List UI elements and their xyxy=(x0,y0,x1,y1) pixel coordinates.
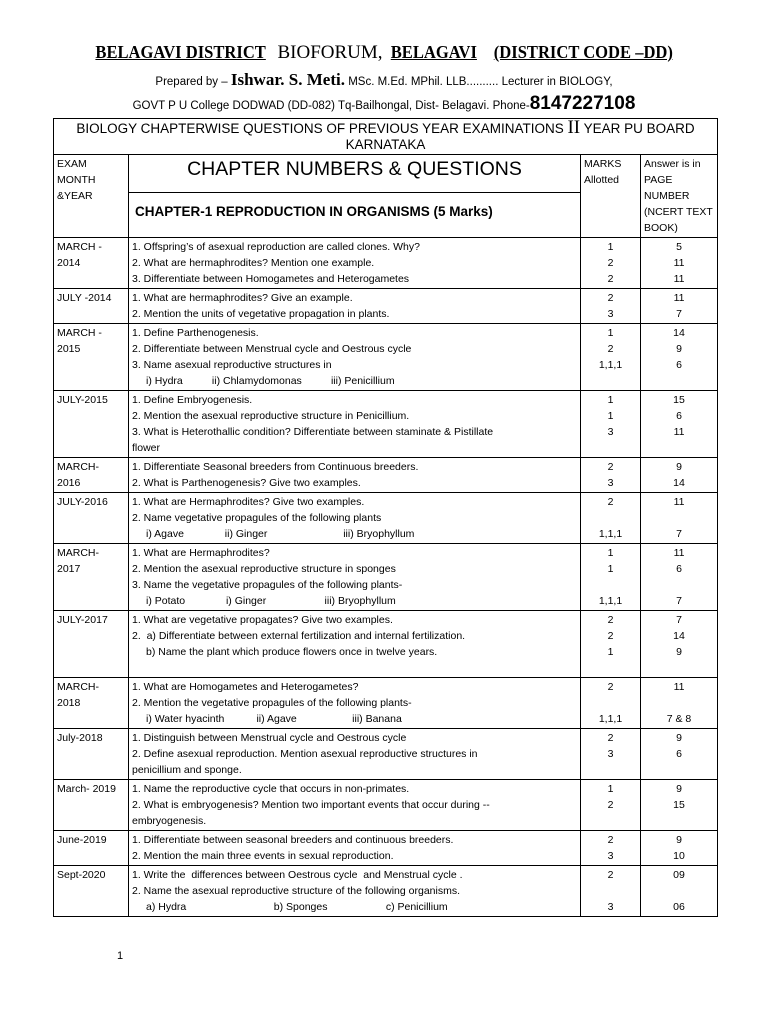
page-value: 11 xyxy=(673,547,685,559)
chapter-subtitle: CHAPTER-1 REPRODUCTION IN ORGANISMS (5 Marks) xyxy=(135,204,493,219)
marks-cell xyxy=(581,831,641,866)
exam-cell: MARCH- 2017 xyxy=(54,544,129,611)
exam-cell: JULY-2015 xyxy=(54,391,129,458)
marks-value xyxy=(584,695,637,711)
question-line: 3. Name the vegetative propagules of the following plants- xyxy=(132,579,403,591)
questions-cell xyxy=(129,391,581,458)
chapter-header-title: CHAPTER NUMBERS & QUESTIONS xyxy=(129,155,580,193)
table-row xyxy=(54,544,718,611)
table-row xyxy=(54,238,718,289)
marks-value: 2 xyxy=(607,461,614,473)
questions-cell xyxy=(129,458,581,493)
table-row xyxy=(54,458,718,493)
answer-page-cell xyxy=(641,458,718,493)
marks-value: 2 xyxy=(607,630,614,642)
question-line: 1. Differentiate between seasonal breeders and continuous breeders. xyxy=(132,834,454,846)
page-value: 9 xyxy=(676,834,682,846)
answer-page-cell xyxy=(641,729,718,780)
question-line: i) Potato i) Ginger iii) Bryophyllum xyxy=(146,595,396,607)
questions-cell xyxy=(129,611,581,678)
district-code: (DISTRICT CODE –DD) xyxy=(493,42,673,62)
marks-cell xyxy=(581,678,641,729)
question-line: b) Name the plant which produce flowers once in twelve years. xyxy=(146,646,438,658)
page-value xyxy=(644,883,714,899)
marks-value: 3 xyxy=(607,748,614,760)
questions-cell xyxy=(129,544,581,611)
marks-value: 2 xyxy=(607,834,614,846)
question-line: 1. Name the reproductive cycle that occurs in non-primates. xyxy=(132,783,410,795)
marks-value: 1 xyxy=(607,783,614,795)
table-row xyxy=(54,493,718,544)
questions-cell xyxy=(129,780,581,831)
marks-cell xyxy=(581,391,641,458)
page-value: 11 xyxy=(673,426,685,438)
page-value xyxy=(644,577,714,593)
exam-cell: JULY-2017 xyxy=(54,611,129,678)
questions-cell xyxy=(129,678,581,729)
question-line: 2. Mention the asexual reproductive structure in sponges xyxy=(132,563,396,575)
phone-number: 8147227108 xyxy=(529,93,636,114)
marks-value: 1 xyxy=(607,547,614,559)
table-row xyxy=(54,324,718,391)
question-line: 2. What is embryogenesis? Mention two important events that occur during -- xyxy=(132,799,490,811)
bioforum-label: BIOFORUM, xyxy=(277,42,383,63)
marks-value: 2 xyxy=(607,343,614,355)
exam-cell: JULY-2016 xyxy=(54,493,129,544)
marks-cell xyxy=(581,866,641,917)
marks-value: 1 xyxy=(607,563,614,575)
marks-value: 3 xyxy=(607,850,614,862)
question-line: a) Hydra b) Sponges c) Penicillium xyxy=(146,901,448,913)
marks-value: 1 xyxy=(607,394,614,406)
page-value: 11 xyxy=(673,496,685,508)
question-line: 1. Offspring’s of asexual reproduction are called clones. Why? xyxy=(132,241,420,253)
author-name: Ishwar. S. Meti. xyxy=(230,70,345,89)
marks-cell xyxy=(581,780,641,831)
marks-value xyxy=(584,510,637,526)
college-line xyxy=(0,93,768,115)
marks-cell xyxy=(581,544,641,611)
question-line xyxy=(132,660,577,676)
marks-value: 2 xyxy=(607,614,614,626)
page-value: 9 xyxy=(676,783,682,795)
question-line: 1. Define Embryogenesis. xyxy=(132,394,253,406)
page-value xyxy=(644,762,714,778)
page-value xyxy=(644,660,714,676)
district-label: BELAGAVI DISTRICT xyxy=(94,42,266,62)
question-line: 2. What is Parthenogenesis? Give two examples. xyxy=(132,477,361,489)
questions-cell xyxy=(129,729,581,780)
marks-value: 1 xyxy=(607,646,614,658)
marks-value xyxy=(584,883,637,899)
marks-value: 1,1,1 xyxy=(598,595,623,607)
answer-page-cell xyxy=(641,324,718,391)
marks-value xyxy=(584,577,637,593)
exam-cell: MARCH - 2015 xyxy=(54,324,129,391)
page-value: 9 xyxy=(676,646,682,658)
answer-page-cell xyxy=(641,238,718,289)
marks-value: 2 xyxy=(607,681,614,693)
marks-value: 1,1,1 xyxy=(598,713,623,725)
page-value: 7 xyxy=(676,595,682,607)
page-value: 9 xyxy=(676,343,682,355)
answer-column-header: Answer is in PAGE NUMBER (NCERT TEXT BOOK) xyxy=(641,155,718,238)
table-row xyxy=(54,831,718,866)
question-line: 1. What are Hermaphrodites? Give two examples. xyxy=(132,496,365,508)
page-value: 10 xyxy=(673,850,685,862)
answer-page-cell xyxy=(641,391,718,458)
answer-page-cell xyxy=(641,493,718,544)
marks-value xyxy=(584,762,637,778)
page-value xyxy=(644,373,714,389)
questions-cell xyxy=(129,289,581,324)
table-title: BIOLOGY CHAPTERWISE QUESTIONS OF PREVIOUS YEAR EXAMINATIONS II YEAR PU BOARD KARNATAKA xyxy=(54,119,718,155)
page-value: 11 xyxy=(673,292,685,304)
page-value: 7 xyxy=(676,528,682,540)
exam-cell: March- 2019 xyxy=(54,780,129,831)
answer-page-cell xyxy=(641,544,718,611)
question-line: 2. Mention the units of vegetative propagation in plants. xyxy=(132,308,390,320)
college-info: GOVT P U College DODWAD (DD-082) Tq-Bailhongal, Dist- Belagavi. Phone- xyxy=(132,100,530,112)
page-value: 15 xyxy=(673,799,685,811)
marks-value: 1,1,1 xyxy=(598,359,623,371)
page-value: 14 xyxy=(673,327,685,339)
marks-value: 1 xyxy=(607,327,614,339)
marks-value: 2 xyxy=(607,869,614,881)
question-line: 2. Mention the asexual reproductive structure in Penicillium. xyxy=(132,410,410,422)
answer-page-cell xyxy=(641,678,718,729)
page-value: 7 & 8 xyxy=(666,713,692,725)
page-value xyxy=(644,695,714,711)
question-line: 2. Name vegetative propagules of the following plants xyxy=(132,512,382,524)
table-row xyxy=(54,611,718,678)
question-line: 1. Distinguish between Menstrual cycle and Oestrous cycle xyxy=(132,732,407,744)
table-row xyxy=(54,678,718,729)
marks-value: 2 xyxy=(607,292,614,304)
question-line: 2. a) Differentiate between external fertilization and internal fertilization. xyxy=(132,630,466,642)
question-line: 1. Define Parthenogenesis. xyxy=(132,327,259,339)
page-value: 11 xyxy=(673,681,685,693)
question-line: 2. Differentiate between Menstrual cycle and Oestrous cycle xyxy=(132,343,412,355)
page-value: 14 xyxy=(673,477,685,489)
page-value xyxy=(644,510,714,526)
exam-column-header: EXAM MONTH &YEAR xyxy=(54,155,129,238)
marks-value xyxy=(584,440,637,456)
question-line: 2. Name the asexual reproductive structure of the following organisms. xyxy=(132,885,460,897)
question-line: i) Hydra ii) Chlamydomonas iii) Penicillium xyxy=(146,375,395,387)
exam-cell: MARCH - 2014 xyxy=(54,238,129,289)
marks-cell xyxy=(581,729,641,780)
exam-cell: MARCH- 2016 xyxy=(54,458,129,493)
marks-value: 3 xyxy=(607,426,614,438)
marks-cell xyxy=(581,324,641,391)
question-line: 1. What are vegetative propagates? Give two examples. xyxy=(132,614,393,626)
page-value xyxy=(644,440,714,456)
questions-cell xyxy=(129,324,581,391)
answer-page-cell xyxy=(641,866,718,917)
page-value: 7 xyxy=(676,308,682,320)
marks-value: 1 xyxy=(607,410,614,422)
table-row xyxy=(54,729,718,780)
question-line: 2. Mention the vegetative propagules of the following plants- xyxy=(132,697,412,709)
page-value: 14 xyxy=(673,630,685,642)
questions-cell xyxy=(129,866,581,917)
question-line: 2. Define asexual reproduction. Mention asexual reproductive structures in xyxy=(132,748,478,760)
page-value: 11 xyxy=(673,273,685,285)
page-value xyxy=(644,813,714,829)
marks-cell xyxy=(581,611,641,678)
marks-value: 3 xyxy=(607,901,614,913)
page-value: 9 xyxy=(676,461,682,473)
exam-cell: Sept-2020 xyxy=(54,866,129,917)
question-line: 3. Name asexual reproductive structures in xyxy=(132,359,332,371)
marks-cell xyxy=(581,458,641,493)
prepared-by-label: Prepared by – xyxy=(155,76,228,88)
author-qualifications: MSc. M.Ed. MPhil. LLB.......... Lecturer in BIOLOGY, xyxy=(348,76,613,88)
questions-table xyxy=(53,118,718,917)
question-line: 1. What are Homogametes and Heterogametes? xyxy=(132,681,359,693)
marks-value: 3 xyxy=(607,308,614,320)
question-line: 1. What are hermaphrodites? Give an example. xyxy=(132,292,353,304)
marks-value: 1,1,1 xyxy=(598,528,623,540)
questions-cell xyxy=(129,238,581,289)
marks-value xyxy=(584,373,637,389)
question-line: i) Agave ii) Ginger iii) Bryophyllum xyxy=(146,528,415,540)
exam-cell: July-2018 xyxy=(54,729,129,780)
question-line: 1. Write the differences between Oestrous cycle and Menstrual cycle . xyxy=(132,869,463,881)
marks-value: 1 xyxy=(607,241,614,253)
question-line: 3. Differentiate between Homogametes and Heterogametes xyxy=(132,273,410,285)
question-line: 3. What is Heterothallic condition? Differentiate between staminate & Pistillate xyxy=(132,426,494,438)
table-row xyxy=(54,866,718,917)
page-value: 06 xyxy=(673,901,685,913)
marks-value: 3 xyxy=(607,477,614,489)
marks-value: 2 xyxy=(607,257,614,269)
page-value: 09 xyxy=(673,869,685,881)
marks-column-header: MARKS Allotted xyxy=(581,155,641,238)
question-line: i) Water hyacinth ii) Agave iii) Banana xyxy=(146,713,402,725)
question-line: 1. What are Hermaphrodites? xyxy=(132,547,270,559)
question-line: 1. Differentiate Seasonal breeders from Continuous breeders. xyxy=(132,461,419,473)
marks-cell xyxy=(581,289,641,324)
answer-page-cell xyxy=(641,289,718,324)
table-row xyxy=(54,780,718,831)
question-line: embryogenesis. xyxy=(132,815,207,827)
page-value: 6 xyxy=(676,410,682,422)
marks-value: 2 xyxy=(607,799,614,811)
page-value: 15 xyxy=(673,394,685,406)
exam-cell: June-2019 xyxy=(54,831,129,866)
exam-cell: MARCH- 2018 xyxy=(54,678,129,729)
belagavi-label: BELAGAVI xyxy=(391,42,478,62)
question-line: penicillium and sponge. xyxy=(132,764,242,776)
document-heading xyxy=(0,42,768,64)
chapter-column-header xyxy=(129,155,581,238)
answer-page-cell xyxy=(641,611,718,678)
page-number: 1 xyxy=(117,950,124,962)
author-line xyxy=(0,70,768,90)
table-row xyxy=(54,391,718,458)
questions-cell xyxy=(129,493,581,544)
questions-cell xyxy=(129,831,581,866)
exam-cell: JULY -2014 xyxy=(54,289,129,324)
page-value: 6 xyxy=(676,563,682,575)
page-value: 6 xyxy=(676,359,682,371)
question-line: flower xyxy=(132,442,161,454)
table-row xyxy=(54,289,718,324)
marks-cell xyxy=(581,238,641,289)
page-value: 11 xyxy=(673,257,685,269)
question-line: 2. What are hermaphrodites? Mention one example. xyxy=(132,257,375,269)
page-value: 9 xyxy=(676,732,682,744)
marks-value xyxy=(584,660,637,676)
marks-value: 2 xyxy=(607,732,614,744)
page-value: 7 xyxy=(676,614,682,626)
question-line: 2. Mention the main three events in sexual reproduction. xyxy=(132,850,394,862)
page-value: 5 xyxy=(676,241,682,253)
marks-value: 2 xyxy=(607,273,614,285)
page-value: 6 xyxy=(676,748,682,760)
marks-cell xyxy=(581,493,641,544)
marks-value xyxy=(584,813,637,829)
answer-page-cell xyxy=(641,780,718,831)
marks-value: 2 xyxy=(607,496,614,508)
answer-page-cell xyxy=(641,831,718,866)
